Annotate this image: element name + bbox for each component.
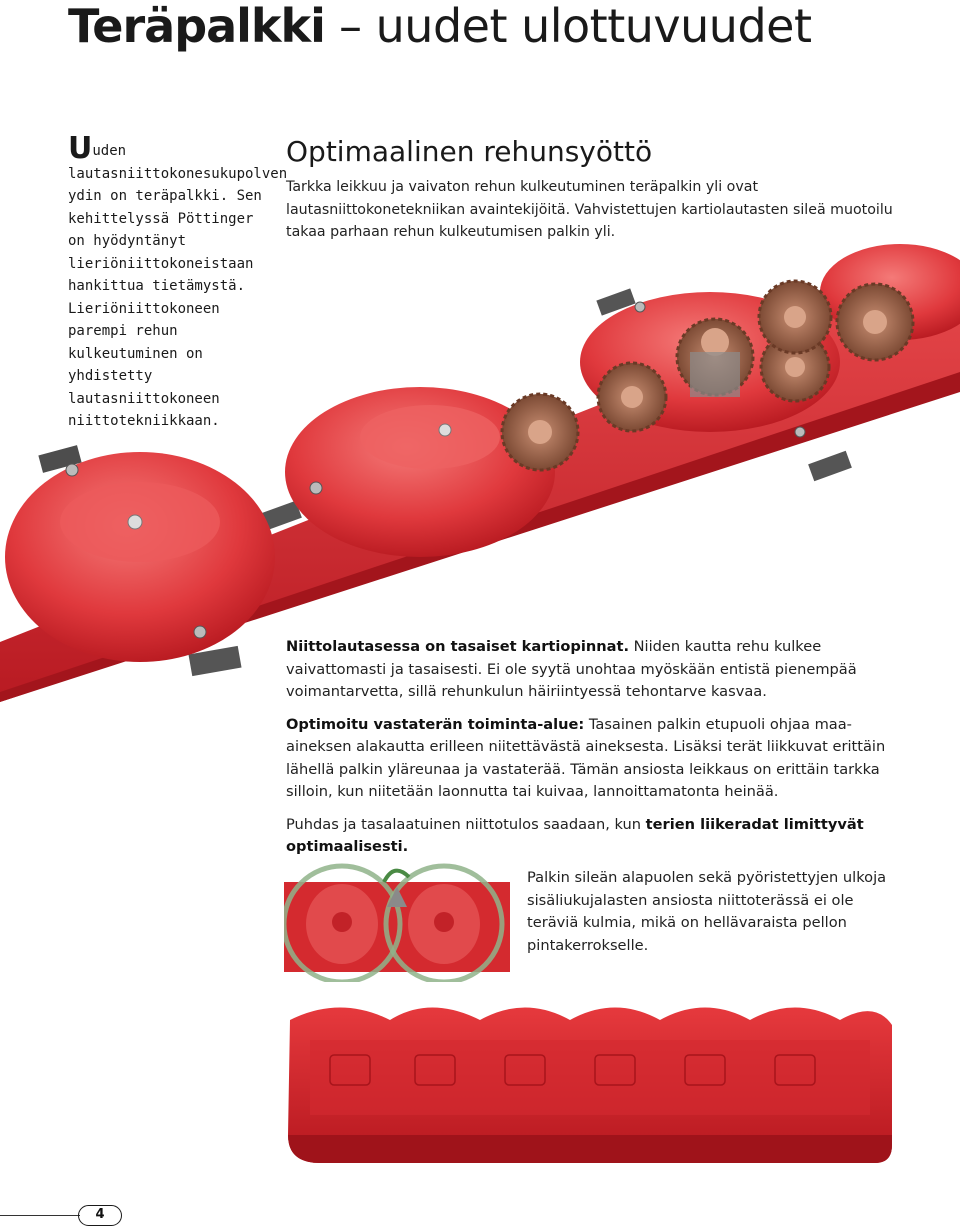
p3-text: Puhdas ja tasalaatuinen niittotulos saadaan, kun <box>286 815 646 833</box>
footer-rule <box>0 1215 80 1216</box>
intro-dropcap: U <box>68 131 93 166</box>
intro-body: uden lautasniittokonesukupolven ydin on teräpalkki. Sen kehittelyssä Pöttinger on hyödyntänyt lieriöniittokoneistaan hankittua tietämystä. Lieriöniittokoneen parempi rehun kulkeutuminen on yhdistetty lautasniittokoneen niittotekniikkaan. <box>68 143 288 429</box>
paragraph-3 <box>286 814 908 859</box>
blade-overlap-image <box>284 862 510 982</box>
bar-underside-image <box>280 995 900 1165</box>
page-title <box>68 0 811 52</box>
paragraph-2 <box>286 714 908 804</box>
body-column <box>286 636 908 869</box>
section-heading: Optimaalinen rehunsyöttö <box>286 135 653 168</box>
side-text: Palkin sileän alapuolen sekä pyöristettyjen ulkoja sisäliukujalasten ansiosta niittoterässä ei ole teräviä kulmia, mikä on hellävaraista pellon pintakerrokselle. <box>527 869 887 954</box>
p1-text: Niiden kautta rehu kulkee vaivattomasti ja tasaisesti. Ei ole syytä unohtaa myöskään entistä pienempää voimantarvetta, sillä rehunkulun häiriintyessä tehontarve kasvaa. <box>286 638 857 700</box>
p2-bold: Optimoitu vastaterän toiminta-alue: <box>286 715 585 733</box>
page-title-bold: Teräpalkki <box>68 0 325 53</box>
page-title-rest: – uudet ulottuvuudet <box>324 0 812 53</box>
p3-bold: terien liikeradat limittyvät optimaalisesti. <box>286 815 864 855</box>
paragraph-1 <box>286 636 908 704</box>
page-number: 4 <box>78 1205 122 1226</box>
section-lead: Tarkka leikkuu ja vaivaton rehun kulkeutuminen teräpalkin yli ovat lautasniittokonetekniikan avaintekijöitä. Vahvistettujen kartiolautasten sileä muotoilu takaa parhaan rehun kulkeutumisen palkin yli. <box>286 179 893 240</box>
p2-text: Tasainen palkin etupuoli ohjaa maa-aineksen alakautta erilleen niitettävästä aineksesta. Lisäksi terät liikkuvat erittäin lähellä palkin yläreunaa ja vastaterää. Tämän ansiosta leikkaus on erittäin tarkka silloin, kun niitetään laonnutta tai kuivaa, lannoittamatonta heinää. <box>286 715 886 800</box>
cutter-bar-image <box>0 232 960 702</box>
p1-bold: Niittolautasessa on tasaiset kartiopinnat. <box>286 638 629 655</box>
